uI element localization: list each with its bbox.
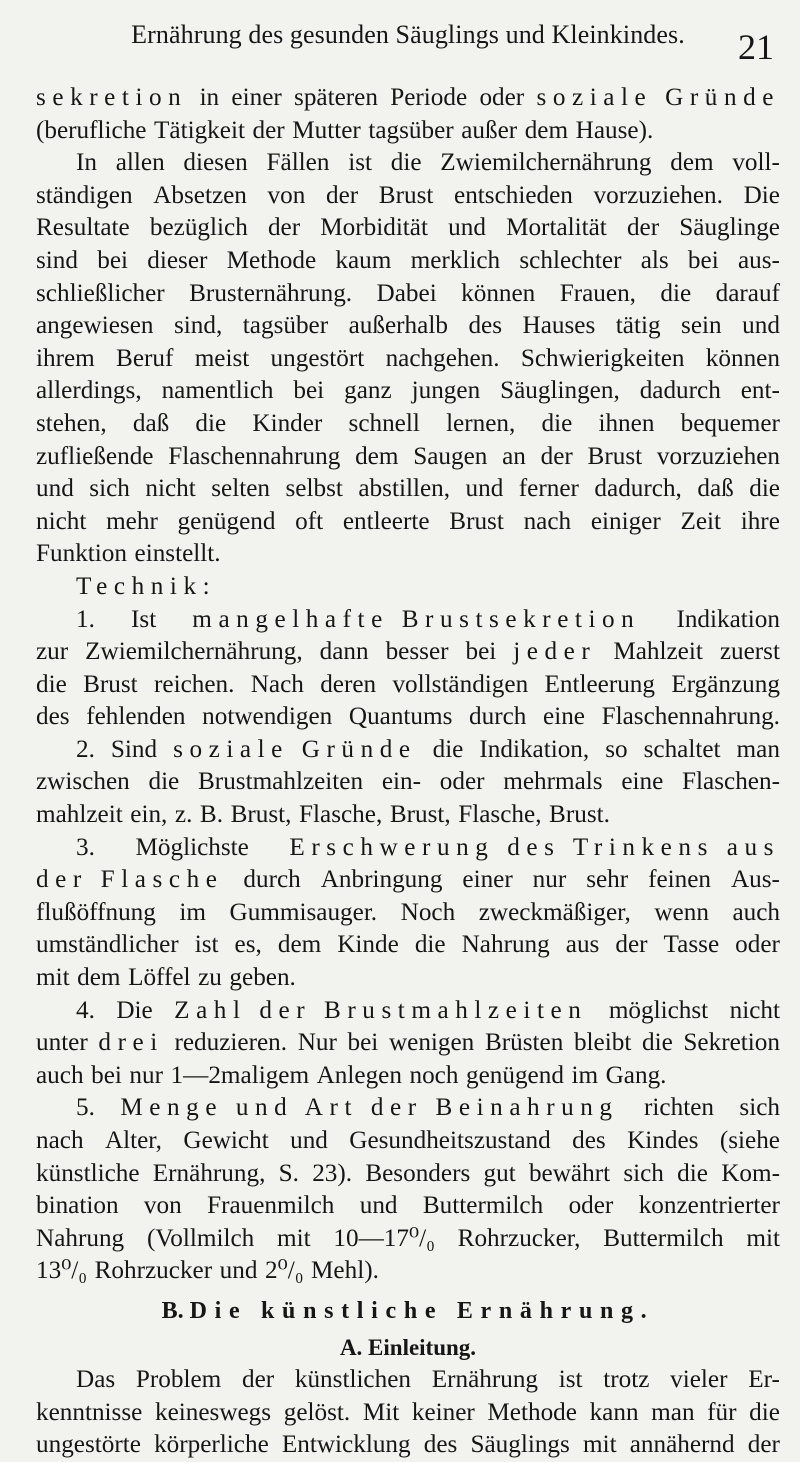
text-line — [36, 571, 780, 604]
text-line: zufließende Flaschennahrung dem Saugen an der Brust vorzuziehen — [36, 442, 780, 470]
page-number: 21 — [738, 27, 774, 67]
text-line: In allen diesen Fällen ist die Zwiemilchernährung dem voll- — [76, 149, 780, 177]
text-line: künstliche Ernährung, S. 23). Besonders gut bewährt sich die Kom- — [36, 1159, 780, 1187]
text-line: angewiesen sind, tagsüber außerhalb des Hauses tätig sein und — [36, 312, 780, 340]
text-line: 2. Sind soziale Gründe die Indikation, so schaltet man — [36, 734, 780, 767]
text-line: der Flasche durch Anbringung einer nur sehr feinen Aus- — [36, 864, 780, 897]
text-line: Resultate bezüglich der Morbidität und Mortalität der Säuglinge — [36, 214, 780, 242]
text-line: kenntnisse keineswegs gelöst. Mit keiner Methode kann man für die — [36, 1398, 780, 1426]
text-line: 3. Möglichste Erschwerung des Trinkens aus — [36, 832, 780, 865]
text-line: des fehlenden notwendigen Quantums durch eine Flaschennahrung. — [36, 703, 780, 731]
page-header — [36, 20, 780, 72]
spaced-emphasis: sekretion — [36, 84, 188, 111]
text-line: nach Alter, Gewicht und Gesundheitszustand des Kindes (siehe — [36, 1127, 780, 1154]
text-line: 5. Menge und Art der Beinahrung richten sich — [36, 1092, 780, 1125]
spaced-emphasis: mangelhafte Brustsekretion — [192, 605, 641, 633]
spaced-emphasis: jeder — [513, 638, 597, 666]
text-line: zwischen die Brustmahlzeiten ein- oder mehrmals eine Flaschen- — [36, 768, 780, 796]
text-line: flußöffnung im Gummisauger. Noch zweckmäßiger, wenn auch — [36, 898, 780, 926]
spaced-emphasis: Menge und Art der Beinahrung — [120, 1094, 619, 1122]
text-line: die Brust reichen. Nach deren vollständigen Entleerung Ergänzung — [36, 670, 780, 698]
text-line: mahlzeit ein, z. B. Brust, Flasche, Brust, Flasche, Brust. — [36, 801, 610, 829]
text-line: sind bei dieser Methode kaum merklich schlechter als bei aus- — [36, 246, 780, 274]
spaced-emphasis: soziale Gründe — [173, 735, 417, 763]
text-line: 1. Ist mangelhafte Brustsekretion Indikation — [36, 604, 780, 637]
text-line: 13⁰/₀ Rohrzucker und 2⁰/₀ Mehl). — [36, 1257, 379, 1285]
text-block-breastfeeding — [36, 82, 780, 1288]
spaced-emphasis: Technik: — [76, 572, 217, 600]
text-line: ständigen Absetzen von der Brust entschieden vorzuziehen. Die — [36, 181, 780, 209]
spaced-emphasis: der Flasche — [36, 866, 224, 894]
text-line: mit dem Löffel zu geben. — [36, 964, 296, 992]
text-line: Das Problem der künstlichen Ernährung ist trotz vieler Er- — [76, 1365, 780, 1393]
text-line: stehen, daß die Kinder schnell lernen, die ihnen bequemer — [36, 409, 780, 437]
text-line: bination von Frauenmilch und Buttermilch oder konzentrierter — [36, 1192, 780, 1220]
text-line: unter drei reduzieren. Nur bei wenigen Brüsten bleibt die Sekretion — [36, 1027, 780, 1060]
spaced-emphasis: soziale Gründe — [536, 84, 780, 111]
section-heading-a: A. Einleitung. — [339, 1334, 477, 1360]
text-line: ungestörte körperliche Entwicklung des Säuglings mit annähernd der — [36, 1431, 780, 1459]
spaced-emphasis: drei — [98, 1029, 164, 1057]
text-line: sekretion in einer späteren Periode oder soziale Gründe — [36, 82, 780, 115]
text-line: (berufliche Tätigkeit der Mutter tagsüber außer dem Hause). — [36, 116, 654, 144]
section-heading-b: B. Die künstliche Ernährung. — [161, 1297, 655, 1324]
text-line: zur Zwiemilchernährung, dann besser bei jeder Mahlzeit zuerst — [36, 636, 780, 669]
text-line: ihrem Beruf meist ungestört nachgehen. Schwierigkeiten können — [36, 344, 780, 372]
running-title: Ernährung des gesunden Säuglings und Kleinkindes. — [131, 20, 685, 49]
text-line: Nahrung (Vollmilch mit 10—17⁰/₀ Rohrzucker, Buttermilch mit — [36, 1224, 780, 1252]
spaced-emphasis: Erschwerung des Trinkens aus — [289, 833, 780, 861]
text-line: auch bei nur 1—2maligem Anlegen noch genügend im Gang. — [36, 1061, 667, 1089]
text-line: allerdings, namentlich bei ganz jungen Säuglingen, dadurch ent- — [36, 377, 780, 405]
body-text — [36, 82, 780, 1462]
spaced-emphasis: Zahl der Brustmahlzeiten — [174, 996, 588, 1024]
text-line: nicht mehr genügend oft entleerte Brust nach einiger Zeit ihre — [36, 507, 780, 535]
text-line: Funktion einstellt. — [36, 540, 221, 568]
text-line: umständlicher ist es, dem Kinde die Nahrung aus der Tasse oder — [36, 931, 780, 959]
text-block-introduction — [36, 1364, 780, 1462]
text-line: schließlicher Brusternährung. Dabei können Frauen, die darauf — [36, 279, 780, 307]
text-line: und sich nicht selten selbst abstillen, und ferner dadurch, daß die — [36, 475, 780, 503]
text-line: 4. Die Zahl der Brustmahlzeiten möglichst nicht — [36, 995, 780, 1028]
